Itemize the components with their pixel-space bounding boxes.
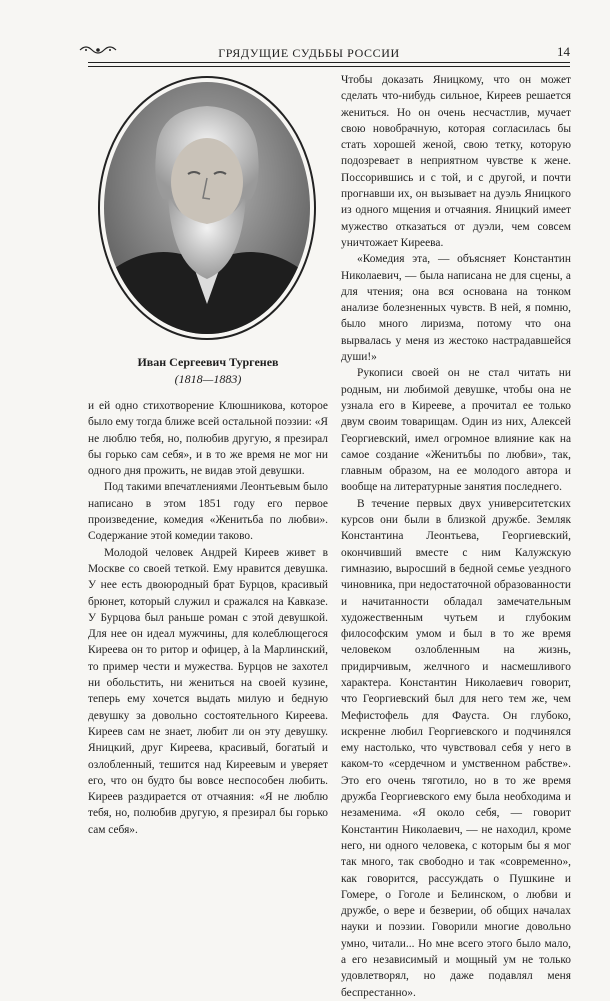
paragraph: «Комедия эта, — объясняет Константин Николаевич, — была написана не для сцены, а для чтения; она вся основана на тонком анализе болезненных чувств. В ней, я помню, было много лиризма, потому что она вырвалась у меня из жестоко настрадавшейся души!» <box>341 253 571 364</box>
paragraph: Рукописи своей он не стал читать ни родным, ни любимой девушке, чтобы она не узнала его в Кирееве, а прочитал ее только двум своим товарищам. Один из них, Алексей Георгиевский, имел огромное влияние как на самое создание «Женитьбы по любви», так, главным образом, на ее молодого автора и вообще на литературные занятия последнего. <box>341 367 571 494</box>
header-rule <box>88 62 570 67</box>
portrait-image <box>96 74 318 342</box>
paragraph: Молодой человек Андрей Киреев живет в Москве со своей теткой. Ему нравится девушка. У нее есть двоюродный брат Бурцов, красивый брюнет, который служил и сражался на Кавказе. У Бурцова был раньше роман с этой девушкой. Для нее он идеал мужчины, для колеблющегося Киреева он то ритор и офицер, à la Марлинский, то пример чести и мужества. Бурцов не захотел ни обольстить, ни жениться на своей кузине, теперь ему хочется выдать милую и бедную девушку за довольно состоятельного Киреева. Киреев сам не знает, любит ли он эту девушку. Яницкий, друг Киреева, красивый, богатый и озлобленный, тешится над Киреевым и уверяет его, что он будто бы вовсе неспособен любить. Киреев раздирается от отчаяния: «Я не люблю тебя, но, полюбив другую, я презирал бы горько сам себя». <box>88 546 328 836</box>
running-header <box>88 38 570 64</box>
paragraph: и ей одно стихотворение Клюшникова, которое было ему тогда ближе всей остальной поэзии: «Я не люблю тебя, но, полюбив другую, я презирал бы горько сам себя», и в то же время не мог ни одного дня прожить, не видав этой девушки. <box>88 400 328 478</box>
right-text-column <box>341 72 571 1001</box>
portrait-caption-name: Иван Сергеевич Тургенев <box>137 355 279 369</box>
page-number: 14 <box>557 44 570 59</box>
paragraph: Чтобы доказать Яницкому, что он может сделать что-нибудь сильное, Киреев решается жениться. Но он очень несчастлив, мучает свою новобрачную, которая согласилась бы стать хорошей женой, свою тетку, которую подозревает в неприятном чувстве к жене. Поссорившись и с той, и с другой, и почти прогнавши их, он вызывает на дуэль Яницкого из одного мщения и отчаяния. Яницкий имеет мужество отказаться от дуэли, чем совсем уничтожает Киреева. <box>341 74 571 249</box>
running-title: ГРЯДУЩИЕ СУДЬБЫ РОССИИ <box>218 46 400 60</box>
paragraph: Под такими впечатлениями Леонтьевым было написано в этом 1851 году его первое произведение, комедия «Женитьба по любви». Содержание этой комедии таково. <box>88 481 328 543</box>
paragraph: В течение первых двух университетских курсов они были в близкой дружбе. Земляк Константина Леонтьева, Георгиевский, окончивший вместе с ним Калужскую гимназию, выросший в бедной семье уездного чиновника, при недостаточной образованности и начитанности обладал замечательным художественным чутьем и глубоким философским умом и был в то же время человеком озлобленным на жизнь, придирчивым, желчного и насмешливого характера. Константин Николаевич говорит, что Георгиевский был для него тем же, чем Мефистофель для Фауста. Он глубоко, искренне любил Георгиевского и подчинялся ему настолько, что чувствовал себя у него в каком-то «сердечном и умственном рабстве». Это его очень тяготило, но в то же время дружба Георгиевского ему была необходима и незаменима. «Я около себя, — говорит Константин Николаевич, — не находил, кроме него, ни одного человека, с которым бы я мог так много, так свободно и так «современно», как говорится, рассуждать о Пушкине и Гомере, о Гоголе и Белинском, о любви и дружбе, о вере и безверии, об общих началах науки и поэзии. Говорили многие довольно умно, читали... Но мне всего этого было мало, а его независимый и мощный ум не только удовлетворял, но даже подавлял меня беспрестанно». <box>341 497 571 999</box>
left-text-column <box>88 398 328 838</box>
portrait-caption-years: (1818—1883) <box>174 372 242 386</box>
